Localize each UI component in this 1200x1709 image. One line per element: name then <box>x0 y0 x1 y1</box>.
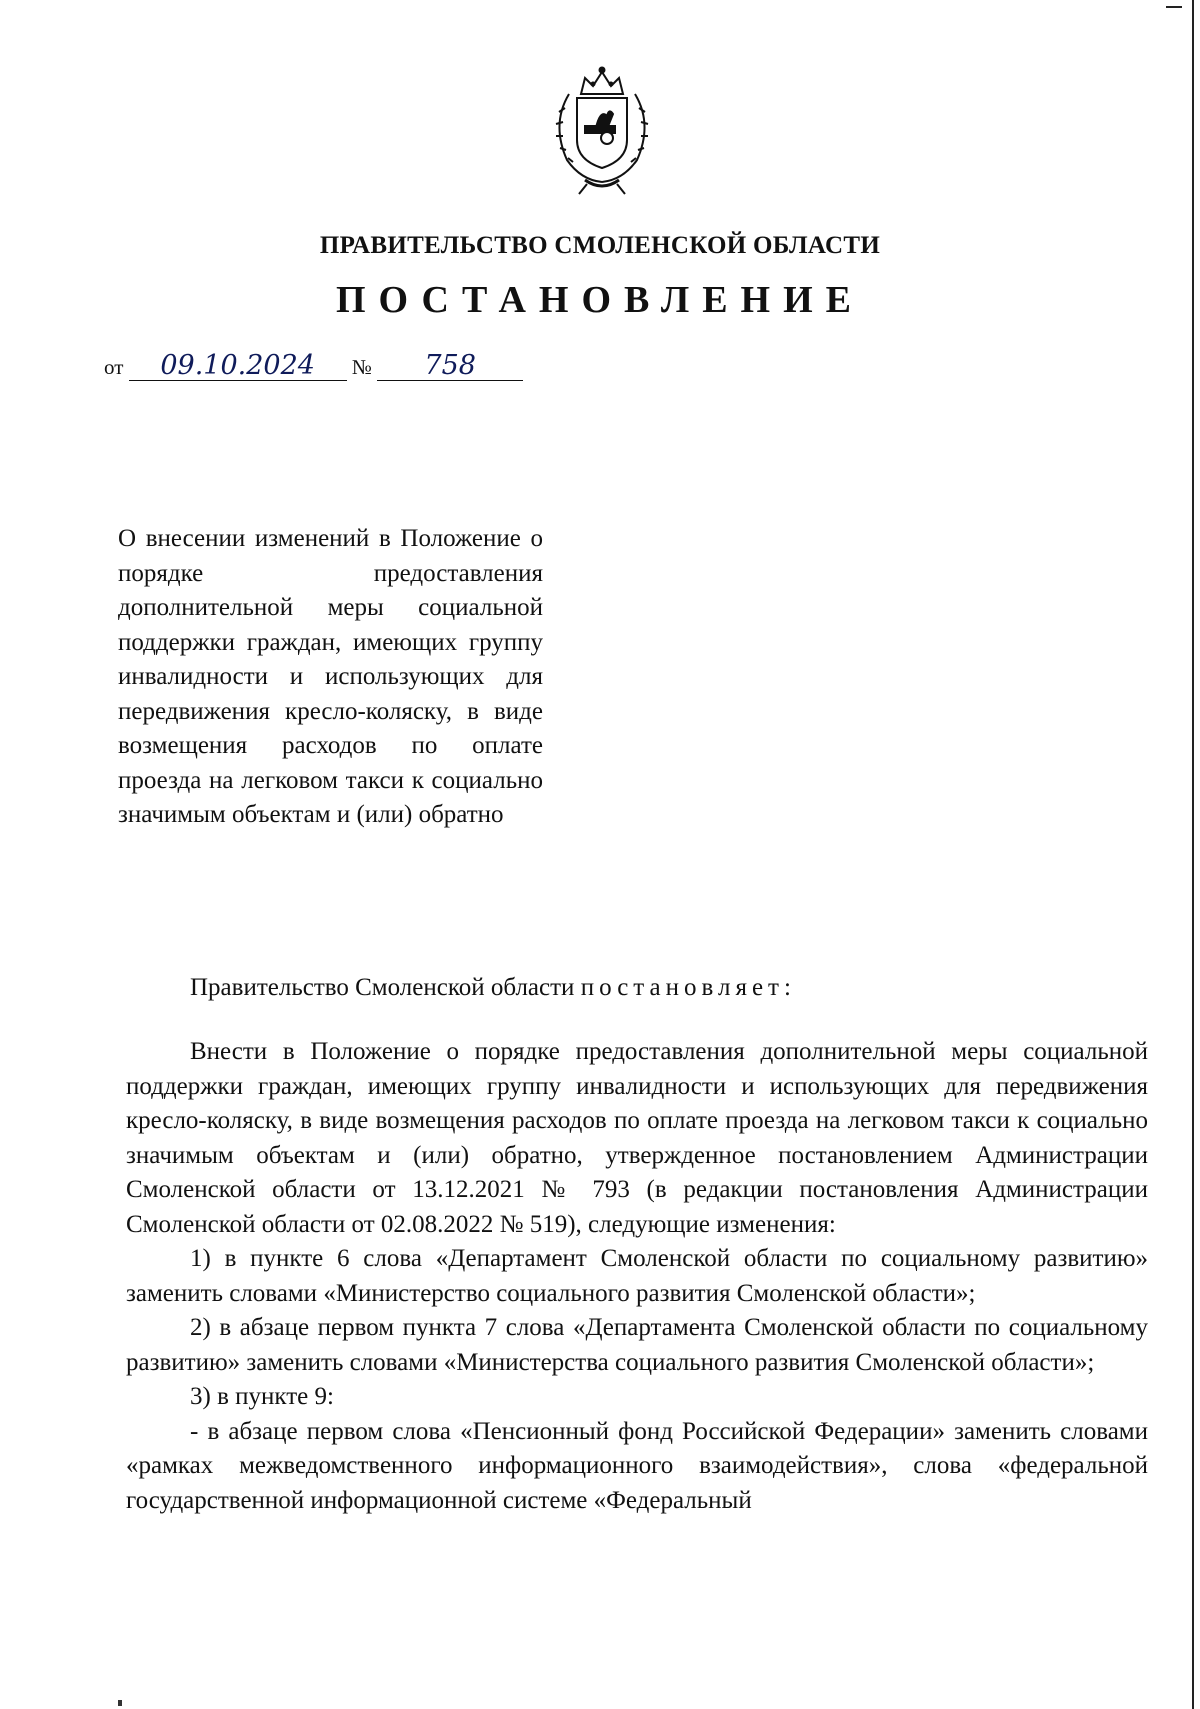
number-prefix: № <box>351 355 372 379</box>
body-item-1: 1) в пункте 6 слова «Департамент Смоленской области по социальному развитию» заменить словами «Министерство социального развития Смоленской области»; <box>126 1245 1148 1307</box>
intro-line <box>190 974 796 1002</box>
document-body <box>126 1035 1148 1518</box>
intro-verb: постановляет: <box>580 974 796 1001</box>
document-subject: О внесении изменений в Положение о порядке предоставления дополнительной меры социальной поддержки граждан, имеющих группу инвалидности и использующих для передвижения кресло-коляску, в виде возмещения расходов по оплате проезда на легковом такси к социально значимым объектам и (или) обратно <box>118 525 543 828</box>
body-paragraph-main: Внести в Положение о порядке предоставления дополнительной меры социальной поддержки граждан, имеющих группу инвалидности и использующих для передвижения кресло-коляску, в виде возмещения расходов по оплате проезда на легковом такси к социально значимым объектам и (или) обратно, утвержденное постановлением Администрации Смоленской области от 13.12.2021 № 793 (в редакции постановления Администрации Смоленской области от 02.08.2022 № 519), следующие изменения: <box>126 1038 1148 1238</box>
handwritten-number: 758 <box>377 352 523 381</box>
handwritten-date: 09.10.2024 <box>129 352 347 381</box>
intro-lead: Правительство Смоленской области <box>190 974 575 1001</box>
document-type-title: ПОСТАНОВЛЕНИЕ <box>335 279 865 321</box>
body-item-2: 2) в абзаце первом пункта 7 слова «Департамента Смоленской области по социальному развитию» заменить словами «Министерства социального развития Смоленской области»; <box>126 1314 1148 1376</box>
scan-edge-mark <box>1166 6 1182 8</box>
body-item-3: 3) в пункте 9: <box>190 1383 334 1410</box>
government-title: ПРАВИТЕЛЬСТВО СМОЛЕНСКОЙ ОБЛАСТИ <box>319 232 881 259</box>
body-item-3-sub: - в абзаце первом слова «Пенсионный фонд Российской Федерации» заменить словами «рамках межведомственного информационного взаимодействия», слова «федеральной государственной информационной системе «Федеральный <box>126 1417 1148 1514</box>
scan-corner-mark <box>118 1700 122 1706</box>
coat-of-arms-emblem <box>547 64 657 196</box>
date-number-line <box>104 352 523 381</box>
date-prefix: от <box>104 355 124 379</box>
